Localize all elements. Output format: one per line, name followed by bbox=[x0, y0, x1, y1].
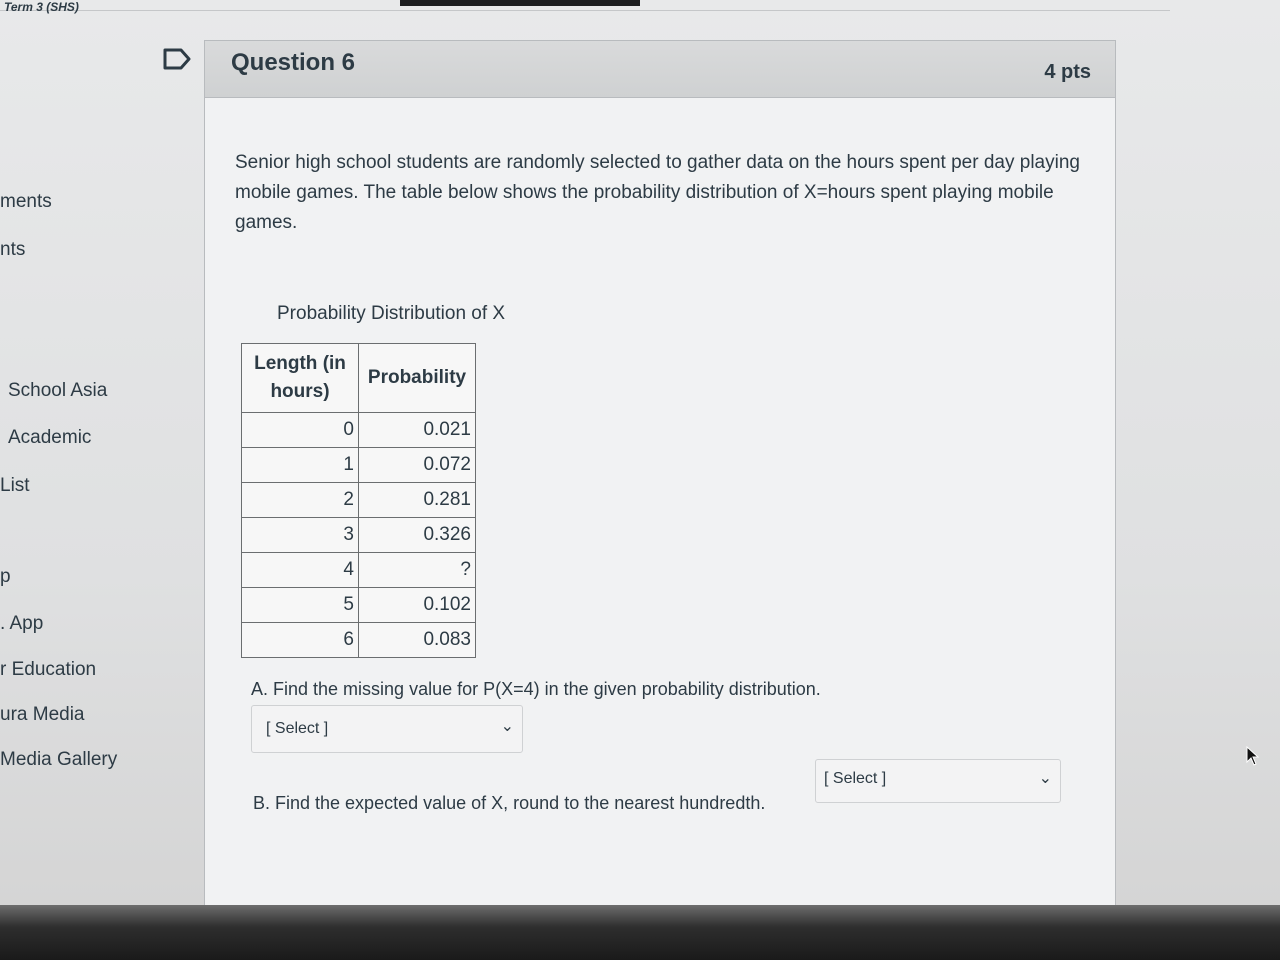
table-cell-x: 3 bbox=[242, 518, 359, 553]
mouse-cursor-icon bbox=[1246, 746, 1260, 766]
question-header bbox=[205, 41, 1115, 98]
table-title: Probability Distribution of X bbox=[277, 303, 506, 324]
sidebar-item-list[interactable]: List bbox=[0, 475, 30, 496]
question-card bbox=[204, 40, 1116, 912]
monitor-bezel bbox=[0, 905, 1280, 960]
question-points: 4 pts bbox=[1044, 61, 1091, 83]
table-row bbox=[242, 623, 476, 658]
part-b-select-value: [ Select ] bbox=[824, 770, 887, 787]
sidebar-item-media-gallery[interactable]: Media Gallery bbox=[0, 749, 118, 770]
part-a-prompt: A. Find the missing value for P(X=4) in the given probability distribution. bbox=[251, 679, 821, 699]
table-row bbox=[242, 483, 476, 518]
table-row bbox=[242, 413, 476, 448]
table-cell-x: 5 bbox=[242, 588, 359, 623]
table-cell-probability: 0.083 bbox=[359, 623, 476, 658]
breadcrumb[interactable]: Term 3 (SHS) bbox=[4, 0, 79, 14]
part-b-prompt: B. Find the expected value of X, round to the nearest hundredth. bbox=[253, 793, 766, 813]
part-b-answer-select[interactable] bbox=[815, 759, 1061, 803]
chevron-down-icon: ⌄ bbox=[500, 718, 514, 735]
question-title: Question 6 bbox=[231, 49, 356, 76]
table-cell-probability: 0.281 bbox=[359, 483, 476, 518]
table-row bbox=[242, 448, 476, 483]
sidebar-item-app[interactable]: . App bbox=[0, 613, 44, 634]
table-cell-probability: 0.326 bbox=[359, 518, 476, 553]
sidebar-item-academic[interactable]: Academic bbox=[8, 427, 92, 448]
sidebar-item-students[interactable]: nts bbox=[0, 239, 26, 260]
table-cell-probability: 0.102 bbox=[359, 588, 476, 623]
column-header-probability: Probability bbox=[359, 344, 476, 413]
sidebar-item-education[interactable]: r Education bbox=[0, 659, 97, 680]
window-strip bbox=[400, 0, 640, 6]
table-cell-x: 0 bbox=[242, 413, 359, 448]
table-cell-x: 6 bbox=[242, 623, 359, 658]
sidebar-item-school-asia[interactable]: School Asia bbox=[8, 380, 108, 401]
table-cell-x: 1 bbox=[242, 448, 359, 483]
table-cell-x: 2 bbox=[242, 483, 359, 518]
column-header-length: Length (in hours) bbox=[242, 344, 359, 413]
table-row bbox=[242, 553, 476, 588]
sidebar-item-p[interactable]: p bbox=[0, 566, 11, 587]
table-header-row bbox=[242, 344, 476, 413]
flag-question-icon[interactable] bbox=[163, 48, 191, 70]
sidebar-item-media[interactable]: ura Media bbox=[0, 704, 85, 725]
part-a-answer-select[interactable] bbox=[251, 705, 523, 753]
table-cell-probability: 0.072 bbox=[359, 448, 476, 483]
question-text: Senior high school students are randomly selected to gather data on the hours spent per day playing mobile games. The table below shows the probability distribution of X=hours spent playing mobile games. bbox=[235, 152, 1080, 233]
chevron-down-icon: ⌄ bbox=[1038, 770, 1052, 787]
part-a-select-value: [ Select ] bbox=[266, 720, 329, 737]
table-cell-x: 4 bbox=[242, 553, 359, 588]
table-cell-probability: 0.021 bbox=[359, 413, 476, 448]
probability-table bbox=[241, 343, 476, 658]
table-row bbox=[242, 588, 476, 623]
course-sidebar bbox=[0, 0, 160, 960]
table-row bbox=[242, 518, 476, 553]
sidebar-item-assignments[interactable]: ments bbox=[0, 191, 52, 212]
table-cell-probability: ? bbox=[359, 553, 476, 588]
